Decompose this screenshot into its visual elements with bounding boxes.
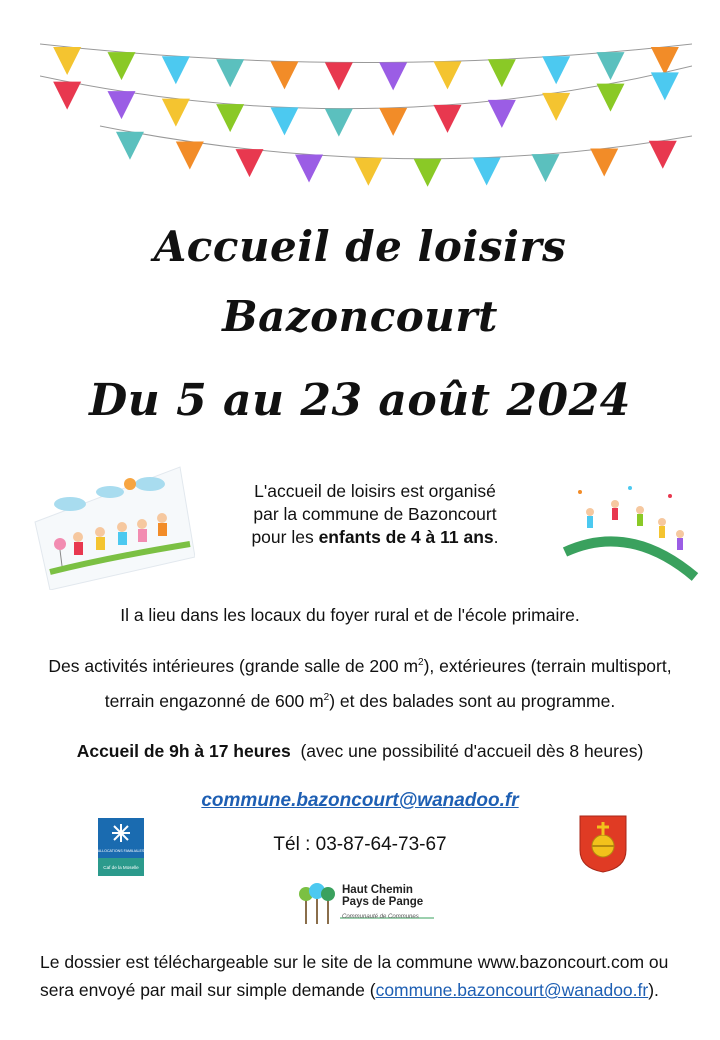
intro-age-range: enfants de 4 à 11 ans <box>318 527 494 547</box>
bunting-flag <box>108 91 136 119</box>
activities-line-2 <box>0 685 720 714</box>
intro-line-3 <box>225 526 525 549</box>
activities-text <box>0 650 720 714</box>
bunting-flag <box>434 61 462 89</box>
bunting-flag <box>176 142 204 170</box>
opening-hours <box>0 738 720 764</box>
bunting-flag <box>271 107 299 135</box>
intro-line-3-prefix: pour les <box>251 527 319 547</box>
bunting-flag <box>325 62 353 90</box>
bunting-flag <box>532 154 560 182</box>
bunting-flag <box>434 105 462 133</box>
location-text: Il a lieu dans les locaux du foyer rural et de l'école primaire. <box>120 605 580 625</box>
activities-part-4: ) et des balades sont au programme. <box>329 690 616 711</box>
bunting-flag <box>354 158 382 186</box>
activities-sup-2: 2 <box>323 691 330 703</box>
bunting-flag <box>379 62 407 90</box>
trees-icon <box>299 883 335 924</box>
bunting-flag <box>414 159 442 187</box>
activities-sup-1: 2 <box>418 657 424 668</box>
activities-line-1 <box>0 650 720 679</box>
email-link[interactable]: commune.bazoncourt@wanadoo.fr <box>201 790 519 811</box>
bunting-flag <box>649 141 677 169</box>
footer-text <box>40 948 690 1004</box>
bunting-flag <box>590 149 618 177</box>
bunting-flag <box>216 59 244 87</box>
title-line-1: Accueil de loisirs <box>153 222 567 271</box>
children-illustration-right <box>560 482 700 582</box>
activities-part-2: ), extérieures (terrain multisport, <box>423 655 672 676</box>
bunting-flag <box>473 158 501 186</box>
footer-line-2 <box>40 976 690 1004</box>
opening-hours-note: (avec une possibilité d'accueil dès 8 heures) <box>300 741 644 761</box>
bunting-flag <box>216 104 244 132</box>
activities-part-1: Des activités intérieures (grande salle de 200 m <box>48 655 419 676</box>
phone-number: Tél : 03-87-64-73-67 <box>273 834 447 855</box>
bunting-flag <box>651 72 679 100</box>
activities-part-3: terrain engazonné de 600 m <box>104 690 324 711</box>
caf-bottom-text: Caf de la Moselle <box>103 865 139 870</box>
bunting-flag <box>295 155 323 183</box>
footer-line-2-prefix: sera envoyé par mail sur simple demande ( <box>40 980 376 1000</box>
haut-chemin-name <box>342 884 423 908</box>
bunting-flag <box>53 82 81 110</box>
title-line-2: Bazoncourt <box>222 292 498 341</box>
bunting-flag <box>108 52 136 80</box>
bunting-decoration <box>40 36 692 216</box>
footer-line-1: Le dossier est téléchargeable sur le site de la commune www.bazoncourt.com ou <box>40 952 669 972</box>
bunting-flag <box>488 100 516 128</box>
bunting-flag <box>325 109 353 137</box>
coat-of-arms-icon <box>578 814 628 874</box>
haut-chemin-subtitle: Communauté de Communes <box>342 914 419 920</box>
intro-text <box>225 480 525 549</box>
haut-chemin-line-2: Pays de Pange <box>342 896 424 908</box>
bunting-flag <box>651 47 679 75</box>
intro-line-1: L'accueil de loisirs est organisé <box>254 481 496 501</box>
bunting-flag <box>116 132 144 160</box>
bunting-flag <box>162 99 190 127</box>
bunting-flag <box>542 93 570 121</box>
bunting-flag <box>488 59 516 87</box>
bunting-flag <box>597 84 625 112</box>
bunting-flag <box>597 52 625 80</box>
bunting-flag <box>542 56 570 84</box>
intro-line-3-suffix: . <box>493 527 499 547</box>
bunting-flag <box>236 149 264 177</box>
bunting-flag <box>53 47 81 75</box>
bunting-flag <box>379 108 407 136</box>
opening-hours-bold: Accueil de 9h à 17 heures <box>76 741 291 761</box>
title-dates: Du 5 au 23 août 2024 <box>89 375 631 426</box>
children-illustration-left <box>30 462 195 590</box>
footer-line-2-suffix: ). <box>648 980 659 1000</box>
caf-top-text: ALLOCATIONS FAMILIALES <box>98 849 144 853</box>
intro-line-2: par la commune de Bazoncourt <box>253 504 497 524</box>
haut-chemin-line-1: Haut Chemin <box>342 884 413 896</box>
footer-email-link[interactable]: commune.bazoncourt@wanadoo.fr <box>375 980 649 1000</box>
bunting-flag <box>162 56 190 84</box>
bunting-flag <box>271 61 299 89</box>
